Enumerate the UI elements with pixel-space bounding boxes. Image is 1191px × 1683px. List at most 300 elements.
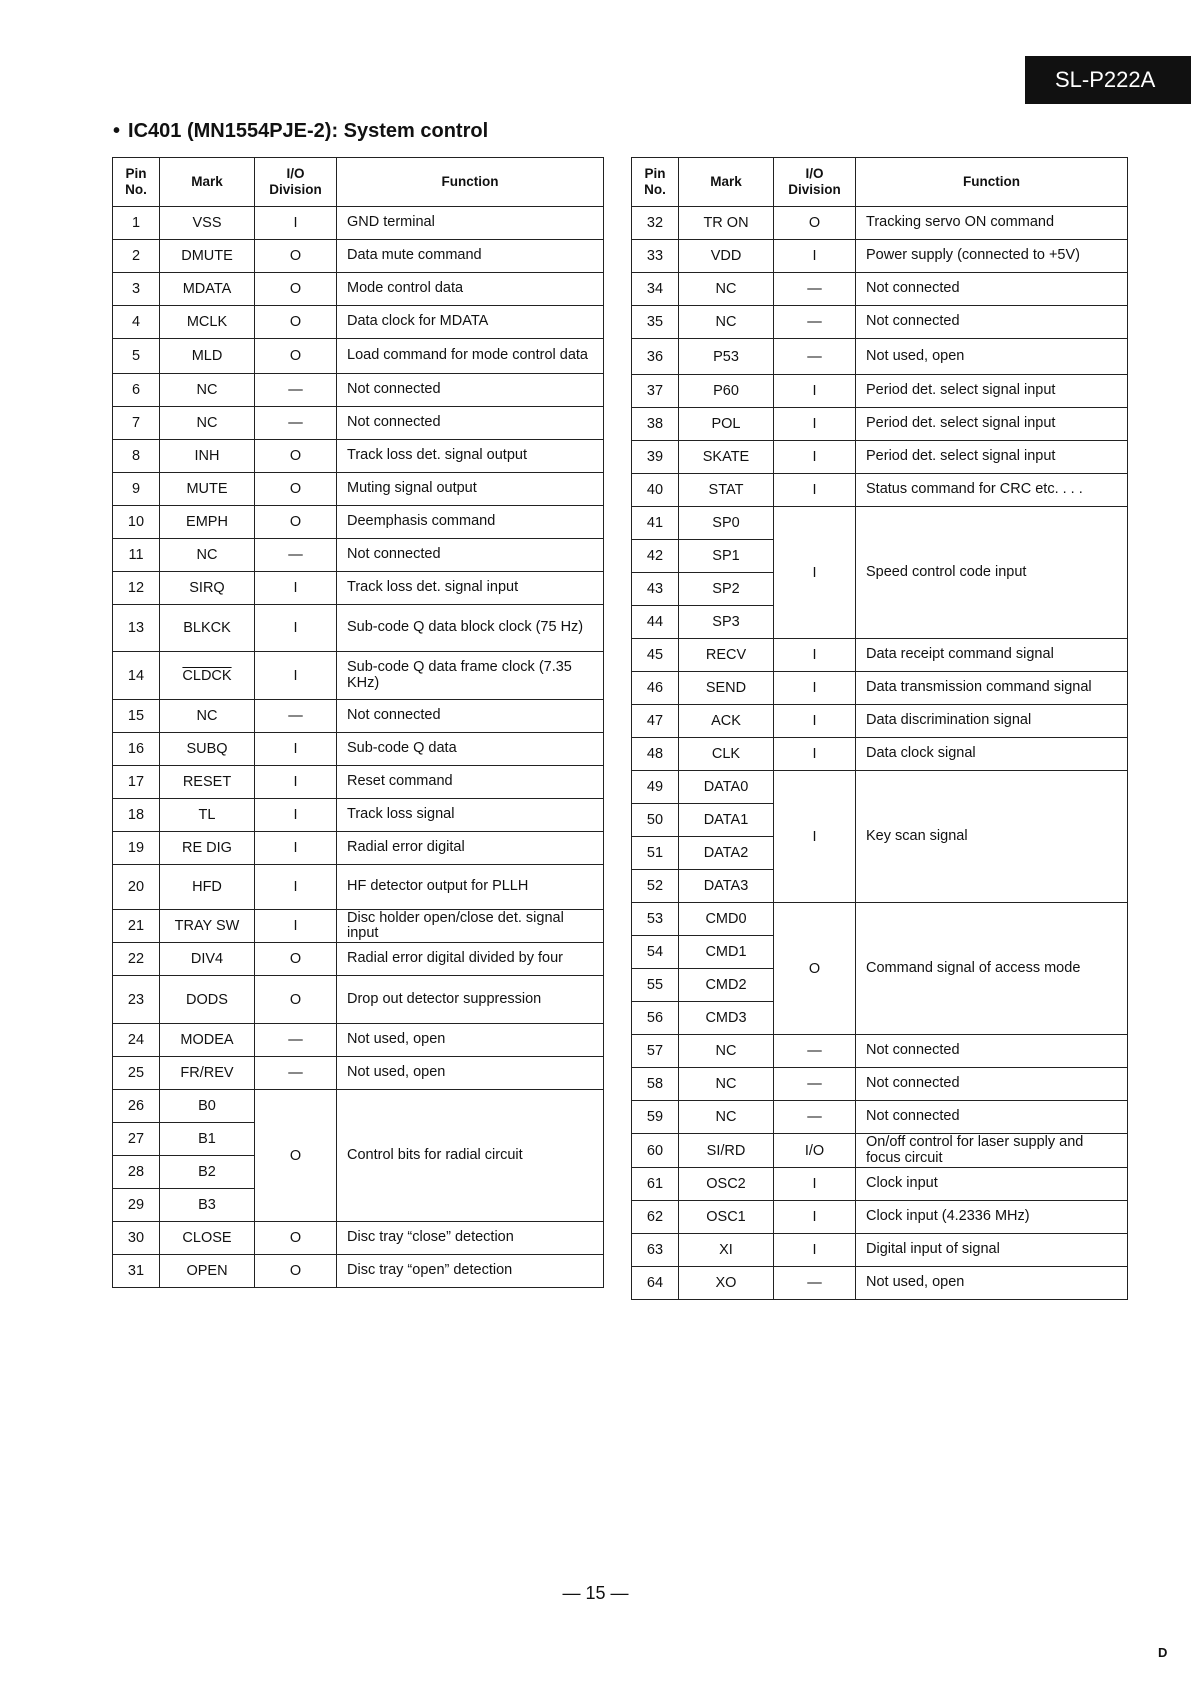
function-cell: Not connected: [337, 539, 604, 572]
function-cell: On/off control for laser supply and focus circuit: [856, 1134, 1128, 1168]
io-cell: I/O: [774, 1134, 856, 1168]
io-cell: —: [255, 700, 337, 733]
mark-label: DODS: [186, 991, 228, 1008]
pin-number-cell: 52: [632, 870, 679, 903]
mark-label: NC: [715, 281, 737, 297]
mark-label: SKATE: [702, 449, 750, 465]
header-mark: Mark: [160, 158, 255, 207]
table-row: [113, 506, 604, 539]
pin-number-cell: 21: [113, 910, 160, 943]
table-row: [113, 407, 604, 440]
pin-number-cell: 22: [113, 943, 160, 976]
pin-number-cell: 49: [632, 771, 679, 804]
io-cell: I: [774, 375, 856, 408]
pin-number-cell: 33: [632, 240, 679, 273]
mark-cell: [679, 1201, 774, 1234]
mark-cell: [679, 1035, 774, 1068]
function-cell: Drop out detector suppression: [337, 976, 604, 1024]
mark-label: CMD2: [705, 977, 747, 993]
mark-cell: [160, 605, 255, 652]
table-row: [113, 976, 604, 1024]
mark-cell: [160, 700, 255, 733]
mark-label: NC: [715, 1109, 737, 1125]
table-row: [632, 339, 1128, 375]
pin-number-cell: 16: [113, 733, 160, 766]
pin-number-cell: 10: [113, 506, 160, 539]
pin-number-cell: 14: [113, 652, 160, 700]
pin-number-cell: 17: [113, 766, 160, 799]
mark-cell: [679, 240, 774, 273]
pin-number-cell: 28: [113, 1156, 160, 1189]
mark-label: CMD3: [705, 1010, 747, 1026]
mark-label: B3: [198, 1197, 216, 1213]
mark-label: NC: [196, 547, 218, 563]
mark-label: MDATA: [182, 281, 232, 297]
mark-label: XI: [719, 1242, 733, 1258]
pin-number-cell: 51: [632, 837, 679, 870]
pin-number-cell: 57: [632, 1035, 679, 1068]
pin-number-cell: 46: [632, 672, 679, 705]
table-row: [632, 240, 1128, 273]
mark-cell: [679, 339, 774, 375]
mark-label: SP2: [712, 581, 740, 597]
io-cell: I: [255, 572, 337, 605]
pin-number-cell: 44: [632, 606, 679, 639]
mark-label: DATA3: [703, 878, 749, 894]
mark-cell: [679, 1002, 774, 1035]
mark-cell: [160, 306, 255, 339]
pin-number-cell: 60: [632, 1134, 679, 1168]
header-function: Function: [337, 158, 604, 207]
mark-cell: [160, 240, 255, 273]
io-cell: I: [774, 705, 856, 738]
mark-label: MUTE: [186, 481, 228, 497]
function-cell: Not connected: [856, 306, 1128, 339]
function-cell: Period det. select signal input: [856, 375, 1128, 408]
pin-number-cell: 32: [632, 207, 679, 240]
mark-cell: [679, 408, 774, 441]
table-row: [632, 474, 1128, 507]
pin-number-cell: 53: [632, 903, 679, 936]
header-function: Function: [856, 158, 1128, 207]
pin-number-cell: 31: [113, 1255, 160, 1288]
function-cell: Load command for mode control data: [337, 339, 604, 374]
table-row: [632, 273, 1128, 306]
mark-label: DATA0: [703, 779, 749, 795]
mark-label: NC: [715, 314, 737, 330]
model-tag: [1025, 56, 1191, 104]
function-cell: Data mute command: [337, 240, 604, 273]
function-cell: Key scan signal: [856, 771, 1128, 903]
mark-label: NC: [196, 382, 218, 398]
io-cell: I: [255, 865, 337, 910]
io-cell: —: [255, 1024, 337, 1057]
pin-number-cell: 24: [113, 1024, 160, 1057]
pin-number-cell: 42: [632, 540, 679, 573]
io-cell: O: [774, 207, 856, 240]
table-row: [113, 733, 604, 766]
function-cell: Not connected: [337, 374, 604, 407]
mark-cell: [160, 865, 255, 910]
mark-label: RE DIG: [182, 840, 232, 856]
mark-cell: [160, 539, 255, 572]
table-row: [113, 832, 604, 865]
io-cell: I: [774, 240, 856, 273]
mark-label: FR/REV: [180, 1065, 234, 1081]
table-row: [632, 1101, 1128, 1134]
mark-label: TL: [198, 807, 216, 823]
mark-label: SI/RD: [706, 1142, 746, 1159]
mark-cell: [160, 652, 255, 700]
function-cell: Sub-code Q data frame clock (7.35 KHz): [337, 652, 604, 700]
io-cell: I: [774, 441, 856, 474]
pin-number-cell: 37: [632, 375, 679, 408]
pin-number-cell: 12: [113, 572, 160, 605]
mark-cell: [679, 705, 774, 738]
io-cell: I: [774, 1168, 856, 1201]
mark-cell: [679, 936, 774, 969]
pin-number-cell: 9: [113, 473, 160, 506]
io-cell: —: [255, 539, 337, 572]
function-cell: Sub-code Q data block clock (75 Hz): [337, 605, 604, 652]
mark-label: DATA1: [703, 812, 749, 828]
io-cell: O: [255, 273, 337, 306]
table-row: [113, 1222, 604, 1255]
io-cell: I: [774, 1201, 856, 1234]
mark-label: NC: [715, 1076, 737, 1092]
mark-cell: [679, 1234, 774, 1267]
io-cell: O: [255, 1222, 337, 1255]
io-cell: —: [774, 339, 856, 375]
mark-cell: [679, 474, 774, 507]
function-cell: Not connected: [337, 700, 604, 733]
function-cell: HF detector output for PLLH: [337, 865, 604, 910]
io-cell: —: [255, 1057, 337, 1090]
mark-label: NC: [196, 415, 218, 431]
mark-label: OSC1: [706, 1209, 746, 1225]
mark-cell: [160, 943, 255, 976]
mark-label: P60: [713, 383, 739, 399]
mark-label: CMD0: [705, 911, 747, 927]
pin-number-cell: 43: [632, 573, 679, 606]
pin-number-cell: 38: [632, 408, 679, 441]
table-row: [113, 766, 604, 799]
mark-label: ACK: [711, 713, 741, 729]
pin-number-cell: 45: [632, 639, 679, 672]
mark-cell: [679, 903, 774, 936]
mark-cell: [679, 606, 774, 639]
mark-label: SP1: [712, 548, 740, 564]
pin-number-cell: 55: [632, 969, 679, 1002]
pin-number-cell: 3: [113, 273, 160, 306]
pin-number-cell: 13: [113, 605, 160, 652]
table-row: [113, 652, 604, 700]
function-cell: Track loss det. signal input: [337, 572, 604, 605]
pin-number-cell: 19: [113, 832, 160, 865]
mark-cell: [679, 837, 774, 870]
bullet-icon: •: [113, 120, 121, 142]
io-cell: —: [255, 374, 337, 407]
function-cell: Status command for CRC etc. . . .: [856, 474, 1128, 507]
function-cell: Clock input (4.2336 MHz): [856, 1201, 1128, 1234]
table-row: [632, 306, 1128, 339]
pin-number-cell: 59: [632, 1101, 679, 1134]
io-cell: O: [774, 903, 856, 1035]
mark-cell: [679, 804, 774, 837]
mark-label: TRAY SW: [174, 918, 240, 934]
io-cell: I: [255, 910, 337, 943]
corner-mark: D: [1158, 1645, 1168, 1660]
io-cell: O: [255, 506, 337, 539]
function-cell: Data receipt command signal: [856, 639, 1128, 672]
table-row: [632, 507, 1128, 540]
io-cell: I: [774, 474, 856, 507]
io-cell: I: [774, 738, 856, 771]
table-row: [632, 1068, 1128, 1101]
mark-label: STAT: [708, 482, 744, 498]
mark-cell: [160, 1123, 255, 1156]
function-cell: Data discrimination signal: [856, 705, 1128, 738]
io-cell: —: [255, 407, 337, 440]
mark-label: B2: [198, 1164, 216, 1180]
io-cell: —: [774, 1267, 856, 1300]
function-cell: Not connected: [856, 273, 1128, 306]
pin-number-cell: 23: [113, 976, 160, 1024]
mark-cell: [679, 969, 774, 1002]
table-row: [113, 572, 604, 605]
pin-number-cell: 63: [632, 1234, 679, 1267]
mark-cell: [160, 910, 255, 943]
table-row: [632, 1168, 1128, 1201]
function-cell: Control bits for radial circuit: [337, 1090, 604, 1222]
pin-number-cell: 20: [113, 865, 160, 910]
function-cell: Not connected: [856, 1035, 1128, 1068]
mark-label: INH: [194, 448, 220, 464]
table-row: [113, 700, 604, 733]
function-cell: Sub-code Q data: [337, 733, 604, 766]
table-row: [632, 771, 1128, 804]
pin-number-cell: 35: [632, 306, 679, 339]
pin-number-cell: 58: [632, 1068, 679, 1101]
mark-label: BLKCK: [183, 620, 231, 636]
mark-cell: [160, 374, 255, 407]
io-cell: O: [255, 1255, 337, 1288]
mark-cell: [679, 870, 774, 903]
mark-cell: [679, 273, 774, 306]
function-cell: Not used, open: [856, 1267, 1128, 1300]
mark-cell: [679, 375, 774, 408]
table-row: [113, 799, 604, 832]
table-row: [113, 539, 604, 572]
function-cell: Not used, open: [856, 339, 1128, 375]
function-cell: Speed control code input: [856, 507, 1128, 639]
table-row: [632, 1134, 1128, 1168]
mark-cell: [679, 1068, 774, 1101]
header-io: I/O Division: [255, 158, 337, 207]
pin-number-cell: 6: [113, 374, 160, 407]
table-row: [113, 1255, 604, 1288]
table-row: [113, 865, 604, 910]
io-cell: O: [255, 473, 337, 506]
table-row: [632, 1267, 1128, 1300]
pin-number-cell: 26: [113, 1090, 160, 1123]
io-cell: I: [774, 639, 856, 672]
pin-number-cell: 7: [113, 407, 160, 440]
mark-cell: [679, 771, 774, 804]
pin-table-left: [112, 157, 604, 1288]
io-cell: I: [255, 766, 337, 799]
io-cell: I: [774, 1234, 856, 1267]
mark-label: MODEA: [180, 1032, 234, 1048]
mark-cell: [160, 339, 255, 374]
table-row: [113, 440, 604, 473]
mark-cell: [160, 273, 255, 306]
mark-cell: [160, 832, 255, 865]
mark-cell: [160, 207, 255, 240]
mark-cell: [160, 1222, 255, 1255]
table-row: [632, 903, 1128, 936]
mark-cell: [160, 799, 255, 832]
mark-cell: [679, 1267, 774, 1300]
header-io: I/O Division: [774, 158, 856, 207]
function-cell: Disc tray “open” detection: [337, 1255, 604, 1288]
function-cell: Muting signal output: [337, 473, 604, 506]
table-row: [632, 672, 1128, 705]
table-row: [113, 1057, 604, 1090]
mark-label: DIV4: [190, 951, 224, 967]
function-cell: Clock input: [856, 1168, 1128, 1201]
mark-cell: [679, 441, 774, 474]
table-row: [632, 408, 1128, 441]
pin-number-cell: 64: [632, 1267, 679, 1300]
table-row: [113, 306, 604, 339]
pin-number-cell: 25: [113, 1057, 160, 1090]
function-cell: Radial error digital: [337, 832, 604, 865]
mark-label: OPEN: [186, 1263, 228, 1279]
mark-label: MCLK: [186, 314, 228, 330]
mark-label: TR ON: [703, 215, 749, 231]
table-header-row: [113, 158, 604, 207]
mark-label: SEND: [705, 680, 747, 696]
io-cell: I: [255, 652, 337, 700]
pin-number-cell: 56: [632, 1002, 679, 1035]
mark-label: NC: [196, 708, 218, 724]
mark-label: OSC2: [706, 1176, 746, 1192]
pin-number-cell: 61: [632, 1168, 679, 1201]
table-row: [632, 1201, 1128, 1234]
pin-number-cell: 11: [113, 539, 160, 572]
mark-cell: [679, 738, 774, 771]
function-cell: Power supply (connected to +5V): [856, 240, 1128, 273]
io-cell: O: [255, 440, 337, 473]
table-row: [113, 910, 604, 943]
io-cell: I: [255, 605, 337, 652]
mark-cell: [160, 1024, 255, 1057]
page-number: — 15 —: [562, 1583, 629, 1603]
mark-cell: [160, 506, 255, 539]
pin-number-cell: 48: [632, 738, 679, 771]
function-cell: Not used, open: [337, 1024, 604, 1057]
mark-label: RECV: [705, 647, 747, 663]
mark-cell: [160, 733, 255, 766]
table-row: [632, 207, 1128, 240]
function-cell: Not connected: [856, 1068, 1128, 1101]
pin-number-cell: 34: [632, 273, 679, 306]
mark-cell: [679, 1101, 774, 1134]
mark-label: RESET: [182, 774, 232, 790]
mark-label: B1: [198, 1131, 216, 1147]
mark-label: SP3: [712, 614, 740, 630]
function-cell: GND terminal: [337, 207, 604, 240]
mark-label: B0: [198, 1098, 216, 1114]
pin-number-cell: 4: [113, 306, 160, 339]
header-pin: Pin No.: [113, 158, 160, 207]
function-cell: Digital input of signal: [856, 1234, 1128, 1267]
mark-cell: [160, 1255, 255, 1288]
mark-label: MLD: [191, 348, 223, 364]
pin-number-cell: 47: [632, 705, 679, 738]
mark-label: CLDCK: [182, 667, 232, 684]
io-cell: I: [255, 207, 337, 240]
mark-cell: [160, 440, 255, 473]
table-row: [113, 473, 604, 506]
mark-label: NC: [715, 1043, 737, 1059]
function-cell: Not connected: [856, 1101, 1128, 1134]
pin-number-cell: 30: [113, 1222, 160, 1255]
io-cell: I: [774, 771, 856, 903]
io-cell: O: [255, 1090, 337, 1222]
function-cell: Period det. select signal input: [856, 441, 1128, 474]
io-cell: I: [774, 408, 856, 441]
table-row: [632, 375, 1128, 408]
mark-cell: [679, 1134, 774, 1168]
mark-cell: [679, 207, 774, 240]
pin-number-cell: 41: [632, 507, 679, 540]
io-cell: I: [774, 507, 856, 639]
mark-label: P53: [713, 348, 739, 365]
section-title: [113, 120, 488, 143]
pin-table-right: [631, 157, 1128, 1300]
mark-cell: [679, 1168, 774, 1201]
table-row: [113, 1090, 604, 1123]
function-cell: Disc tray “close” detection: [337, 1222, 604, 1255]
pin-number-cell: 2: [113, 240, 160, 273]
pin-number-cell: 1: [113, 207, 160, 240]
mark-label: VSS: [192, 215, 222, 231]
mark-cell: [160, 1189, 255, 1222]
model-tag-label: SL-P222A: [1055, 67, 1156, 92]
pin-number-cell: 15: [113, 700, 160, 733]
function-cell: Reset command: [337, 766, 604, 799]
mark-label: SUBQ: [186, 741, 228, 757]
table-row: [632, 639, 1128, 672]
io-cell: I: [255, 733, 337, 766]
io-cell: —: [774, 1068, 856, 1101]
io-cell: O: [255, 943, 337, 976]
table-row: [113, 240, 604, 273]
pin-number-cell: 40: [632, 474, 679, 507]
io-cell: I: [774, 672, 856, 705]
io-cell: O: [255, 976, 337, 1024]
mark-cell: [160, 407, 255, 440]
mark-label: POL: [711, 416, 741, 432]
mark-label: HFD: [192, 879, 222, 895]
mark-label: XO: [715, 1275, 737, 1291]
header-pin: Pin No.: [632, 158, 679, 207]
table-row: [632, 441, 1128, 474]
mark-cell: [679, 573, 774, 606]
io-cell: O: [255, 306, 337, 339]
